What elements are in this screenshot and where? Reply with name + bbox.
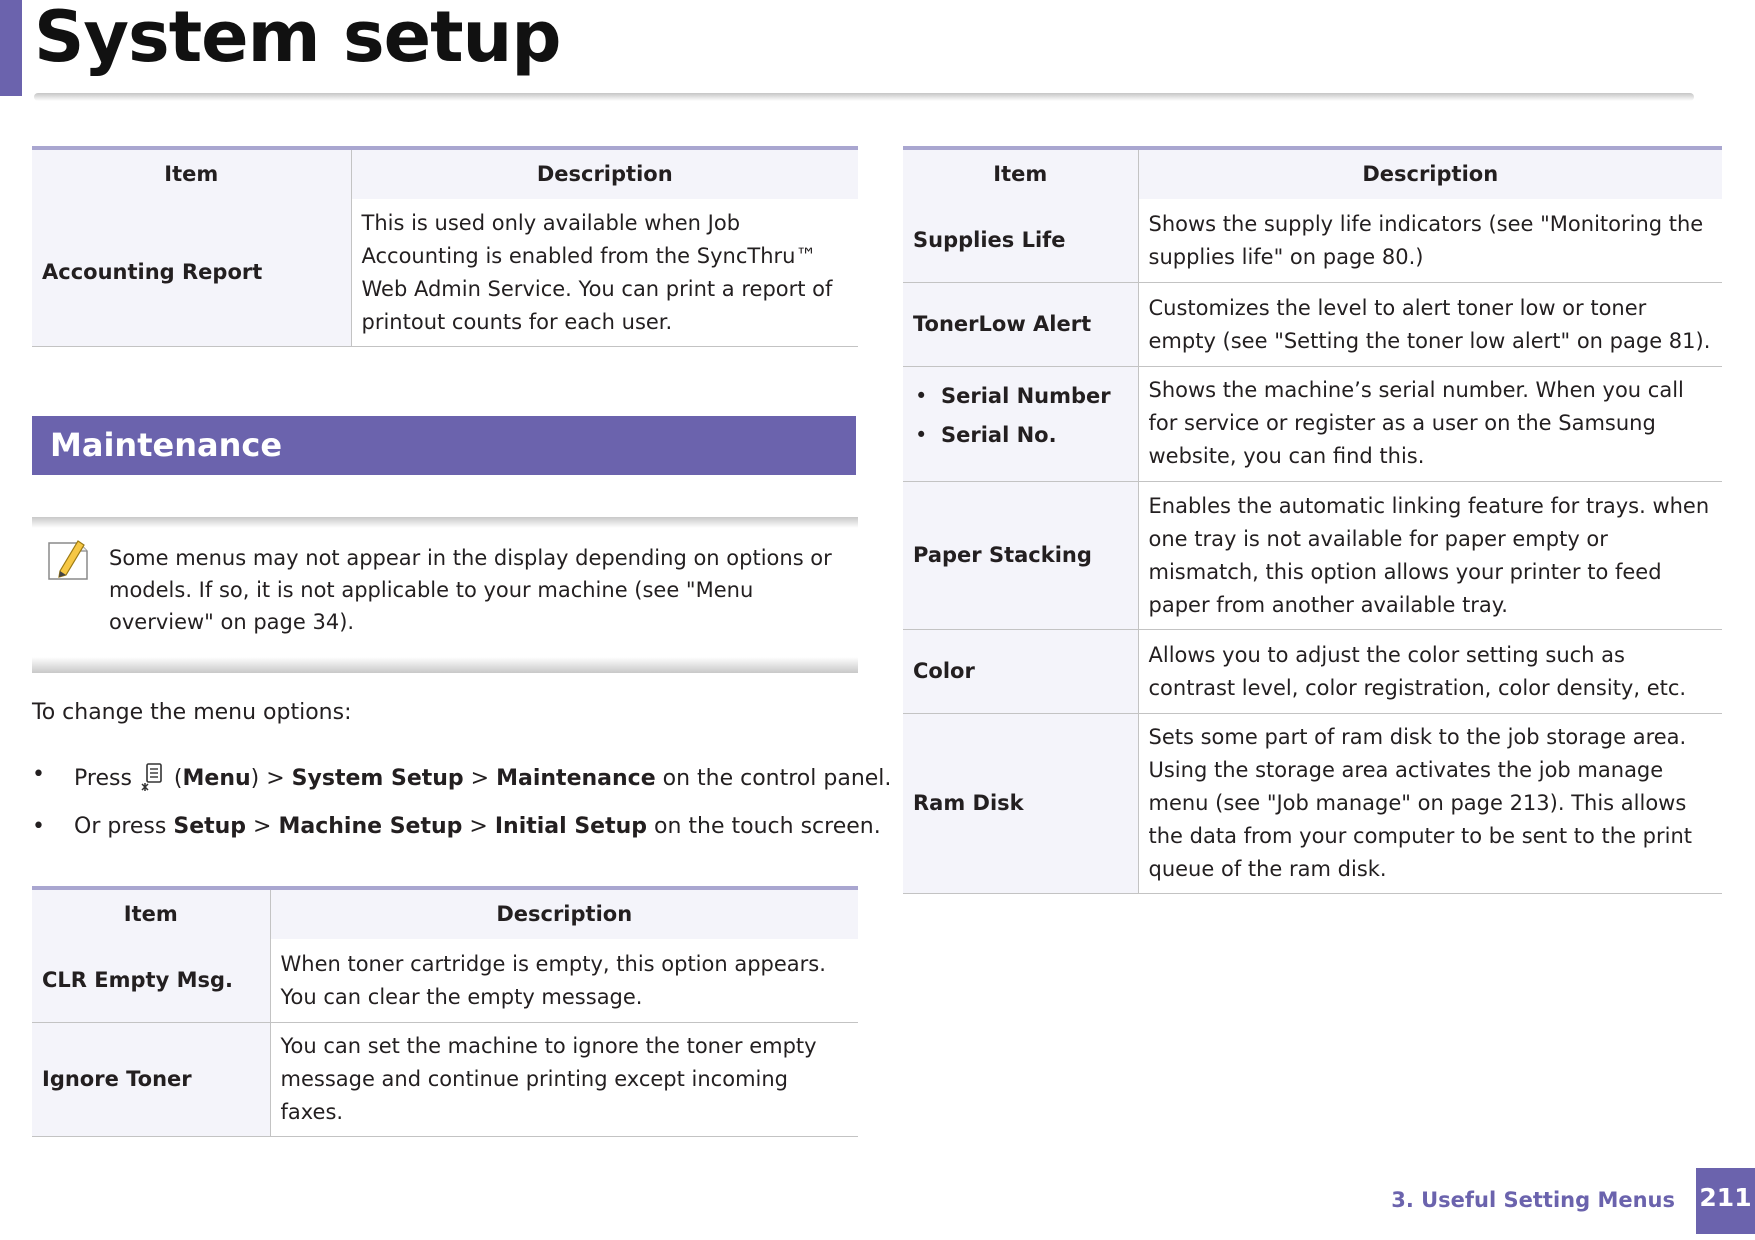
bullet: • (32, 814, 45, 839)
path-separator: > (266, 766, 285, 791)
table-row (32, 1023, 858, 1137)
column-header-item: Item (32, 888, 270, 939)
row-item: Supplies Life (903, 199, 1138, 283)
table-row (903, 199, 1722, 283)
path-initial-setup: Initial Setup (494, 814, 648, 839)
paren-open: ( (173, 766, 183, 791)
table-row (903, 283, 1722, 367)
row-item: Ram Disk (903, 714, 1138, 894)
row-item: CLR Empty Msg. (32, 939, 270, 1023)
path-system-setup: System Setup (291, 766, 464, 791)
column-header-description: Description (270, 888, 858, 939)
step-text (74, 814, 881, 839)
row-item: Ignore Toner (32, 1023, 270, 1137)
item-list (913, 380, 1128, 452)
row-description: This is used only available when Job Accounting is enabled from the SyncThru™ Web Admin Service. You can print a report of printout counts for each user. (351, 199, 858, 347)
title-divider (34, 93, 1694, 101)
row-item: TonerLow Alert (903, 283, 1138, 367)
row-item-list (903, 367, 1138, 482)
column-header-description: Description (1138, 148, 1722, 199)
row-description: Shows the supply life indicators (see "Monitoring the supplies life" on page 80.) (1138, 199, 1722, 283)
column-header-item: Item (32, 148, 351, 199)
step-text (74, 762, 891, 792)
step-suffix: on the touch screen. (654, 814, 881, 839)
table-row (903, 714, 1722, 894)
section-heading-maintenance: Maintenance (32, 416, 856, 475)
row-description: Sets some part of ram disk to the job storage area. Using the storage area activates the job manage menu (see "Job manage" on page 213). This allows the data from your computer to be sent to the print queue of the ram disk. (1138, 714, 1722, 894)
step-suffix: on the control panel. (662, 766, 892, 791)
row-description: Allows you to adjust the color setting such as contrast level, color registration, color density, etc. (1138, 630, 1722, 714)
table-header-row (32, 148, 858, 199)
path-setup: Setup (173, 814, 247, 839)
paren-close: ) (250, 766, 260, 791)
column-header-item: Item (903, 148, 1138, 199)
table-header-row (32, 888, 858, 939)
table-row (32, 939, 858, 1023)
row-description: Shows the machine’s serial number. When you call for service or register as a user on the Samsung website, you can find this. (1138, 367, 1722, 482)
path-separator: > (470, 766, 490, 791)
note-top-border (32, 517, 858, 528)
note-text: Some menus may not appear in the display depending on options or models. If so, it is not applicable to your machine (see "Menu overview" on page 34). (109, 546, 832, 634)
note-bottom-border (32, 657, 858, 673)
maintenance-table-1 (32, 886, 858, 1137)
row-description: You can set the machine to ignore the toner empty message and continue printing except incoming faxes. (270, 1023, 858, 1137)
table-row (32, 199, 858, 347)
row-item: Accounting Report (32, 199, 351, 347)
path-separator: > (469, 814, 488, 839)
title-accent-bar (0, 0, 22, 96)
row-item: Paper Stacking (903, 482, 1138, 630)
maintenance-table-2 (903, 146, 1722, 894)
column-header-description: Description (351, 148, 858, 199)
row-item: Color (903, 630, 1138, 714)
row-description: Customizes the level to alert toner low or toner empty (see "Setting the toner low alert" on page 81). (1138, 283, 1722, 367)
accounting-table (32, 146, 858, 347)
table-row (903, 482, 1722, 630)
path-maintenance: Maintenance (496, 766, 656, 791)
list-item: • Serial Number (913, 380, 1128, 413)
menu-label: Menu (182, 766, 251, 791)
row-description: Enables the automatic linking feature for trays. when one tray is not available for paper empty or mismatch, this option allows your printer to feed paper from another available tray. (1138, 482, 1722, 630)
row-description: When toner cartridge is empty, this option appears. You can clear the empty message. (270, 939, 858, 1023)
bullet: • (32, 762, 45, 787)
note-pencil-icon (46, 537, 90, 583)
step-prefix: Press (74, 766, 132, 791)
table-row (903, 630, 1722, 714)
table-row (903, 367, 1722, 482)
footer-chapter-link: 3. Useful Setting Menus (1391, 1188, 1675, 1212)
table-header-row (903, 148, 1722, 199)
note-box (32, 517, 858, 673)
path-machine-setup: Machine Setup (278, 814, 463, 839)
menu-icon (138, 762, 168, 792)
path-separator: > (253, 814, 272, 839)
list-item: • Serial No. (913, 419, 1128, 452)
page-number: 211 (1696, 1168, 1755, 1234)
instructions-intro: To change the menu options: (32, 700, 352, 725)
page-title: System setup (34, 0, 561, 78)
step-prefix: Or press (74, 814, 167, 839)
